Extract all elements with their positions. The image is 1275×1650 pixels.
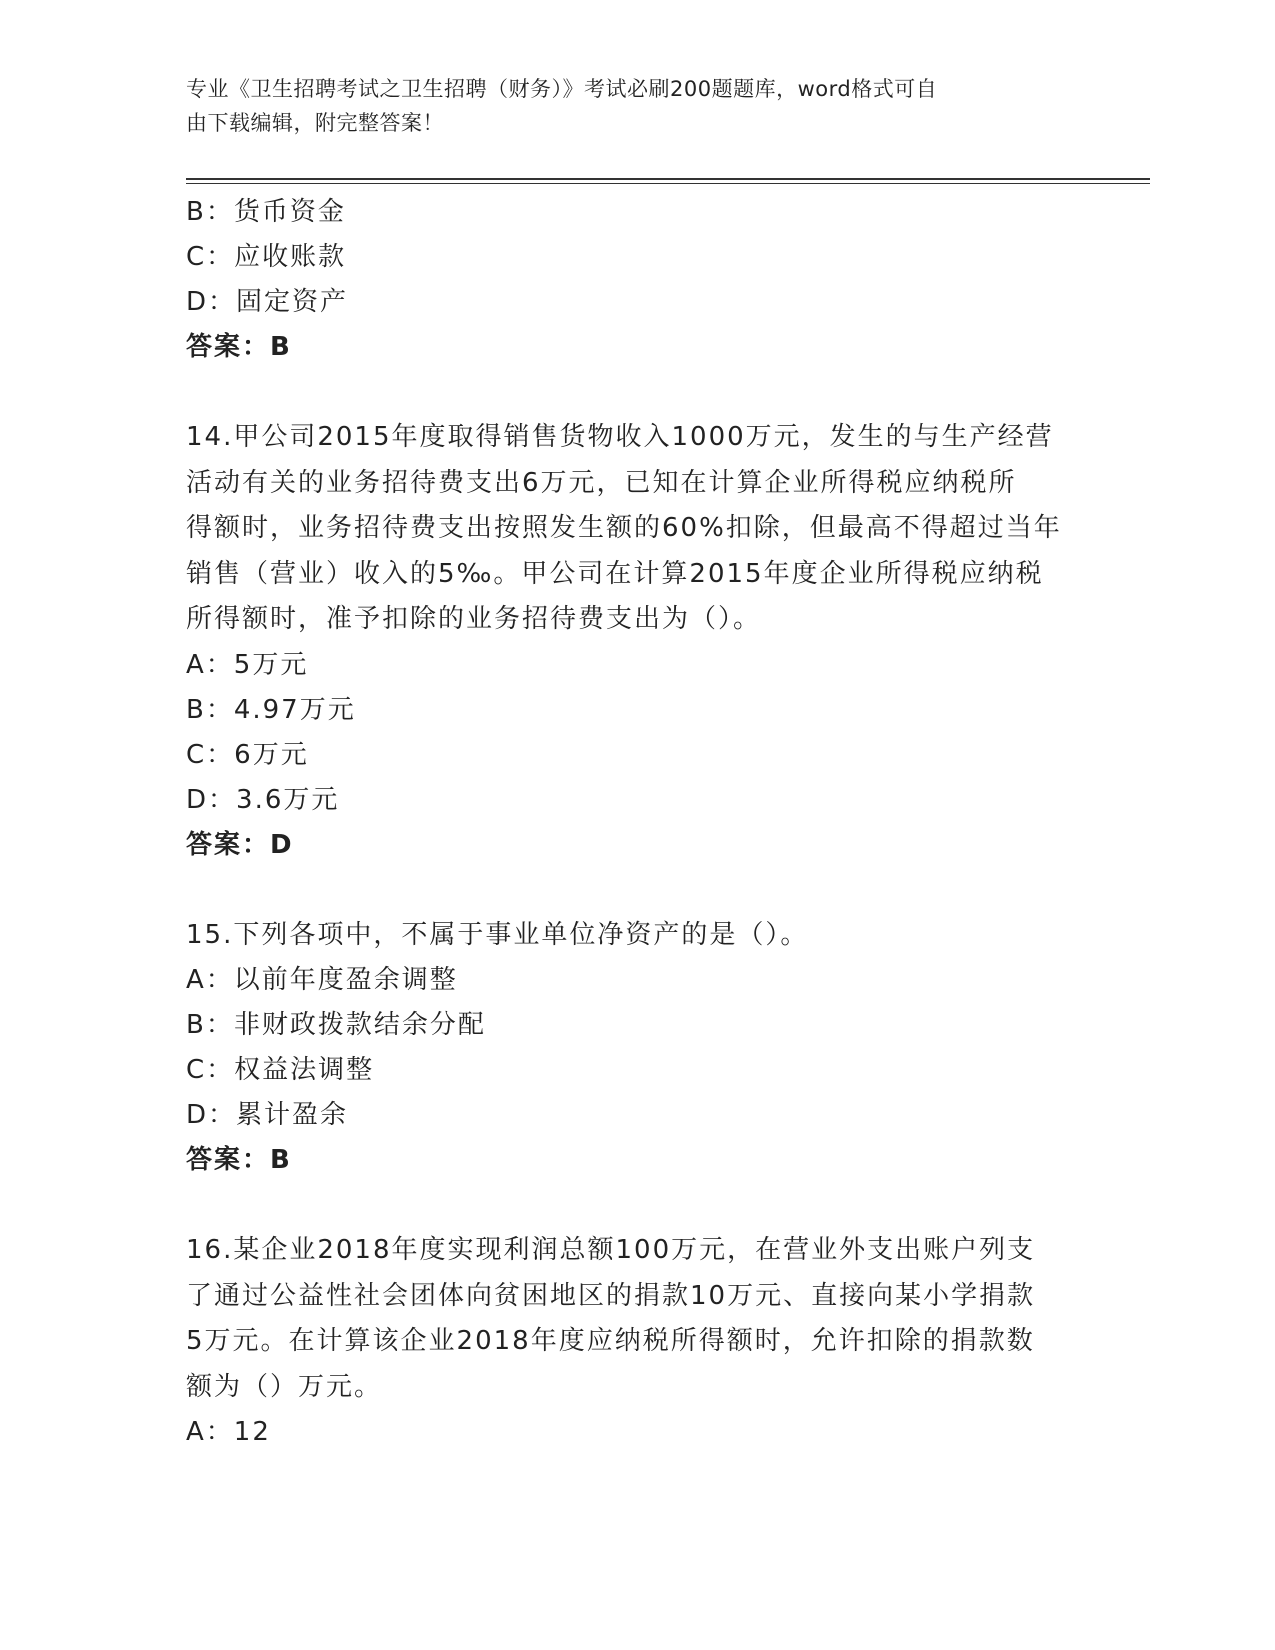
option-b: B：货币资金 [186, 197, 346, 227]
question-text-line: 销售（营业）收入的5‰。甲公司在计算2015年度企业所得税应纳税 [186, 558, 1044, 589]
answer: 答案：D [186, 829, 294, 860]
question-15 [186, 913, 1086, 1184]
question-text-line: 所得额时，准予扣除的业务招待费支出为（）。 [186, 604, 762, 634]
spacer [186, 868, 1086, 913]
question-13 [186, 190, 1086, 370]
question-text-line: 活动有关的业务招待费支出6万元，已知在计算企业所得税应纳税所 [186, 467, 1017, 498]
option-c: C：应收账款 [186, 242, 347, 272]
question-content [186, 190, 1086, 1455]
header-line-1: 专业《卫生招聘考试之卫生招聘（财务）》考试必刷200题题库，word格式可自 [186, 77, 938, 101]
question-text-line: 15.下列各项中，不属于事业单位净资产的是（）。 [186, 919, 809, 950]
option-b: B：4.97万元 [186, 694, 356, 725]
header-divider-thick [186, 178, 1150, 180]
header-divider-thin [186, 183, 1150, 184]
option-a: A：以前年度盈余调整 [186, 965, 458, 995]
spacer [186, 370, 1086, 415]
spacer [186, 1183, 1086, 1228]
question-text-line: 额为（）万元。 [186, 1371, 383, 1402]
question-text-line: 14.甲公司2015年度取得销售货物收入1000万元，发生的与生产经营 [186, 422, 1054, 452]
question-text-line: 得额时，业务招待费支出按照发生额的60%扣除，但最高不得超过当年 [186, 513, 1062, 543]
document-header [186, 72, 1066, 140]
question-16 [186, 1228, 1086, 1455]
option-a: A：5万元 [186, 649, 309, 680]
header-line-2: 由下载编辑，附完整答案！ [186, 111, 444, 135]
question-text-line: 了通过公益性社会团体向贫困地区的捐款10万元、直接向某小学捐款 [186, 1280, 1036, 1311]
answer: 答案：B [186, 332, 292, 362]
question-text-line: 16.某企业2018年度实现利润总额100万元，在营业外支出账户列支 [186, 1235, 1036, 1265]
option-c: C：权益法调整 [186, 1055, 375, 1085]
question-14 [186, 415, 1086, 868]
option-d: D：3.6万元 [186, 784, 340, 815]
option-c: C：6万元 [186, 739, 309, 770]
answer: 答案：B [186, 1145, 292, 1175]
option-d: D：累计盈余 [186, 1100, 349, 1130]
option-d: D：固定资产 [186, 287, 349, 317]
option-b: B：非财政拨款结余分配 [186, 1010, 486, 1040]
option-a: A：12 [186, 1417, 271, 1447]
question-text-line: 5万元。在计算该企业2018年度应纳税所得额时，允许扣除的捐款数 [186, 1326, 1035, 1356]
